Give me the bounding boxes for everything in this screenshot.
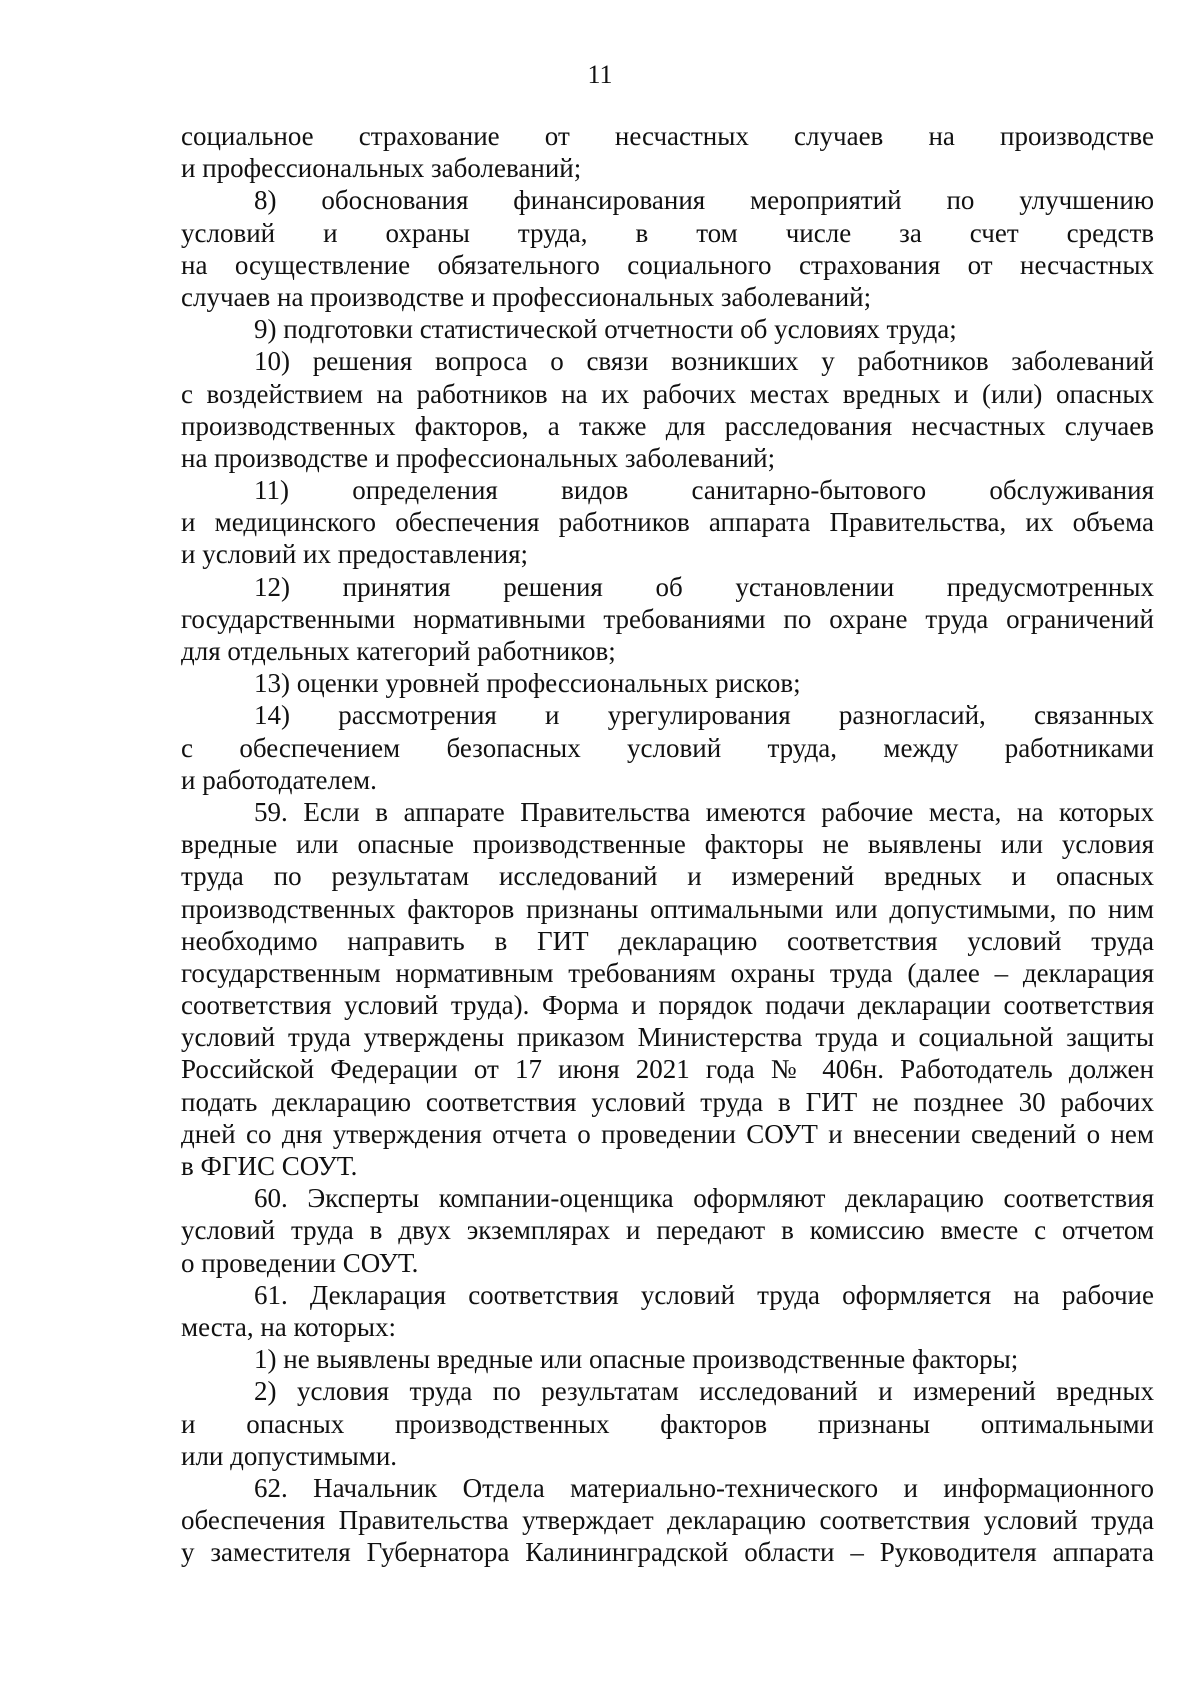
text-line: с обеспечением безопасных условий труда, между работниками (181, 732, 1154, 763)
text-line: случаев на производстве и профессиональных заболеваний; (181, 281, 872, 312)
text-line: с воздействием на работников на их рабочих местах вредных и (или) опасных (181, 378, 1154, 409)
text-line: для отдельных категорий работников; (181, 636, 616, 666)
text-line: 10) решения вопроса о связи возникших у работников заболеваний (254, 346, 1154, 377)
text-line: и медицинского обеспечения работников аппарата Правительства, их объема (181, 507, 1154, 538)
text-line: у заместителя Губернатора Калининградской области – Руководителя аппарата (181, 1537, 1154, 1568)
text-line: государственными нормативными требованиями по охране труда ограничений (181, 603, 1154, 634)
text-line: 2) условия труда по результатам исследований и измерений вредных (254, 1376, 1154, 1407)
text-line: вредные или опасные производственные факторы не выявлены или условия (181, 829, 1154, 860)
text-line: на производстве и профессиональных заболеваний; (181, 442, 776, 473)
text-line: труда по результатам исследований и измерений вредных и опасных (181, 861, 1154, 892)
text-line: производственных факторов признаны оптимальными или допустимыми, по ним (181, 893, 1154, 924)
text-line: и условий их предоставления; (181, 539, 529, 570)
text-line: на осуществление обязательного социального страхования от несчастных (181, 249, 1154, 280)
text-line: условий и охраны труда, в том числе за счет средств (181, 217, 1154, 248)
text-line: дней со дня утверждения отчета о проведении СОУТ и внесении сведений о нем (181, 1118, 1154, 1149)
text-line: условий труда утверждены приказом Министерства труда и социальной защиты (181, 1022, 1154, 1053)
text-line: 14) рассмотрения и урегулирования разногласий, связанных (254, 700, 1154, 731)
text-line: 12) принятия решения об установлении предусмотренных (254, 571, 1154, 602)
text-line: 60. Эксперты компании-оценщика оформляют декларацию соответствия (254, 1183, 1154, 1214)
text-line: и работодателем. (181, 764, 377, 795)
text-line: о проведении СОУТ. (181, 1247, 419, 1278)
text-line: 11) определения видов санитарно-бытового обслуживания (254, 475, 1154, 506)
text-line: 59. Если в аппарате Правительства имеются рабочие места, на которых (254, 796, 1154, 827)
text-line: 9) подготовки статистической отчетности об условиях труда; (254, 314, 957, 345)
text-line: 1) не выявлены вредные или опасные производственные факторы; (254, 1344, 1019, 1375)
text-line: производственных факторов, а также для расследования несчастных случаев (181, 410, 1154, 441)
page-number: 11 (587, 60, 613, 89)
text-line: или допустимыми. (181, 1440, 398, 1471)
text-line: условий труда в двух экземплярах и передают в комиссию вместе с отчетом (181, 1215, 1154, 1246)
text-line: социальное страхование от несчастных случаев на производстве (181, 121, 1154, 151)
text-line: 61. Декларация соответствия условий труда оформляется на рабочие (254, 1279, 1154, 1310)
text-line: 13) оценки уровней профессиональных рисков; (254, 668, 801, 699)
text-line: государственным нормативным требованиям охраны труда (далее – декларация (181, 957, 1154, 988)
text-line: 8) обоснования финансирования мероприятий по улучшению (254, 185, 1154, 216)
text-line: и опасных производственных факторов признаны оптимальными (181, 1408, 1154, 1439)
text-line: соответствия условий труда). Форма и порядок подачи декларации соответствия (181, 990, 1154, 1021)
text-line: в ФГИС СОУТ. (181, 1151, 358, 1181)
text-line: обеспечения Правительства утверждает декларацию соответствия условий труда (181, 1505, 1154, 1536)
text-line: и профессиональных заболеваний; (181, 153, 582, 184)
text-line: 62. Начальник Отдела материально-технического и информационного (254, 1472, 1154, 1503)
text-line: места, на которых: (181, 1311, 396, 1342)
text-line: подать декларацию соответствия условий труда в ГИТ не позднее 30 рабочих (181, 1086, 1154, 1117)
text-line: Российской Федерации от 17 июня 2021 года № 406н. Работодатель должен (181, 1054, 1154, 1085)
text-line: необходимо направить в ГИТ декларацию соответствия условий труда (181, 925, 1154, 956)
document-body (181, 120, 1154, 1568)
